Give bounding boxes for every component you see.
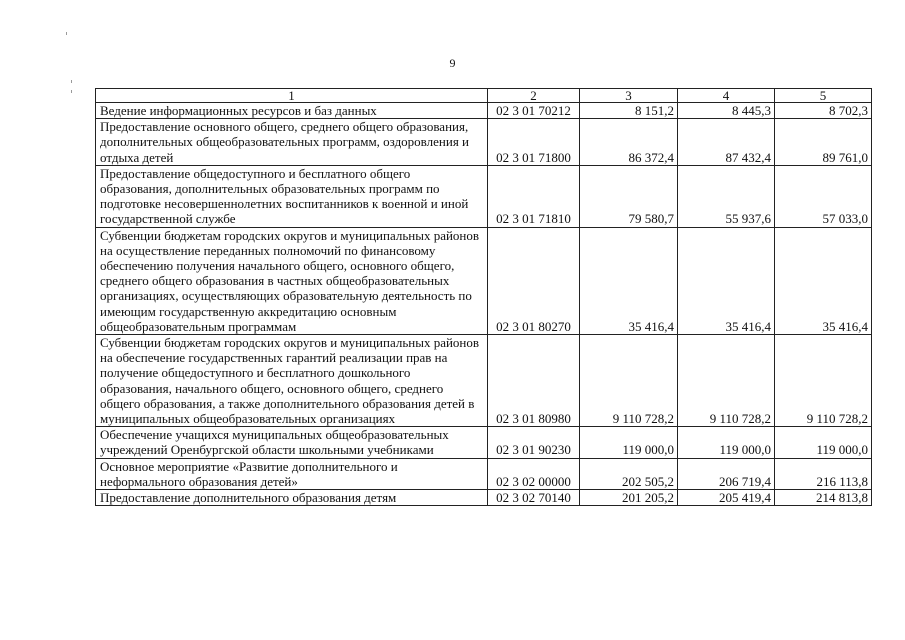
row-value-col3: 8 151,2 (580, 103, 678, 119)
row-value-col3: 35 416,4 (580, 227, 678, 334)
table-row (96, 227, 872, 334)
row-name: Обеспечение учащихся муниципальных общеобразовательных учреждений Оренбургской области школьными учебниками (96, 427, 488, 458)
row-code: 02 3 01 80270 (488, 227, 580, 334)
column-header: 4 (678, 89, 775, 103)
row-value-col3: 119 000,0 (580, 427, 678, 458)
table-row (96, 490, 872, 506)
row-code: 02 3 01 71810 (488, 165, 580, 227)
row-code: 02 3 02 70140 (488, 490, 580, 506)
row-code: 02 3 02 00000 (488, 458, 580, 489)
row-value-col4: 9 110 728,2 (678, 335, 775, 427)
row-name: Предоставление дополнительного образования детям (96, 490, 488, 506)
scan-speck (66, 32, 67, 35)
row-value-col3: 86 372,4 (580, 119, 678, 166)
row-value-col4: 87 432,4 (678, 119, 775, 166)
row-name: Основное мероприятие «Развитие дополнительного и неформального образования детей» (96, 458, 488, 489)
budget-table (95, 88, 872, 506)
row-value-col5: 35 416,4 (775, 227, 872, 334)
row-value-col4: 35 416,4 (678, 227, 775, 334)
scan-speck (71, 90, 72, 93)
row-value-col5: 89 761,0 (775, 119, 872, 166)
row-value-col3: 202 505,2 (580, 458, 678, 489)
row-value-col4: 55 937,6 (678, 165, 775, 227)
table-row (96, 335, 872, 427)
row-name: Предоставление основного общего, среднего общего образования, дополнительных общеобразовательных программ, оздоровления и отдыха детей (96, 119, 488, 166)
row-code: 02 3 01 90230 (488, 427, 580, 458)
column-header: 2 (488, 89, 580, 103)
row-value-col4: 8 445,3 (678, 103, 775, 119)
table-row (96, 103, 872, 119)
table-header-row (96, 89, 872, 103)
row-value-col5: 214 813,8 (775, 490, 872, 506)
row-value-col3: 9 110 728,2 (580, 335, 678, 427)
row-name: Предоставление общедоступного и бесплатного общего образования, дополнительных образовательных программ по подготовке несовершеннолетних воспитанников к военной и иной государственной службе (96, 165, 488, 227)
row-value-col3: 79 580,7 (580, 165, 678, 227)
row-value-col5: 216 113,8 (775, 458, 872, 489)
row-value-col5: 8 702,3 (775, 103, 872, 119)
row-code: 02 3 01 71800 (488, 119, 580, 166)
table-row (96, 427, 872, 458)
scan-speck (71, 80, 72, 83)
row-value-col5: 57 033,0 (775, 165, 872, 227)
row-value-col4: 119 000,0 (678, 427, 775, 458)
table-row (96, 119, 872, 166)
row-code: 02 3 01 80980 (488, 335, 580, 427)
row-value-col5: 9 110 728,2 (775, 335, 872, 427)
row-name: Субвенции бюджетам городских округов и муниципальных районов на осуществление переданных полномочий по финансовому обеспечению получения начального общего, основного общего, среднего общего образования в частных общеобразовательных организациях, осуществляющих образовательную деятельность по имеющим государственную аккредитацию основным общеобразовательным программам (96, 227, 488, 334)
table-row (96, 458, 872, 489)
row-value-col3: 201 205,2 (580, 490, 678, 506)
column-header: 1 (96, 89, 488, 103)
row-value-col4: 206 719,4 (678, 458, 775, 489)
row-name: Субвенции бюджетам городских округов и муниципальных районов на обеспечение государственных гарантий реализации прав на получение общедоступного и бесплатного дошкольного образования, начального общего, основного общего, среднего общего образования, а также дополнительного образования детей в муниципальных общеобразовательных организациях (96, 335, 488, 427)
row-value-col5: 119 000,0 (775, 427, 872, 458)
row-name: Ведение информационных ресурсов и баз данных (96, 103, 488, 119)
page-number: 9 (449, 56, 456, 70)
column-header: 3 (580, 89, 678, 103)
table-row (96, 165, 872, 227)
row-value-col4: 205 419,4 (678, 490, 775, 506)
column-header: 5 (775, 89, 872, 103)
row-code: 02 3 01 70212 (488, 103, 580, 119)
